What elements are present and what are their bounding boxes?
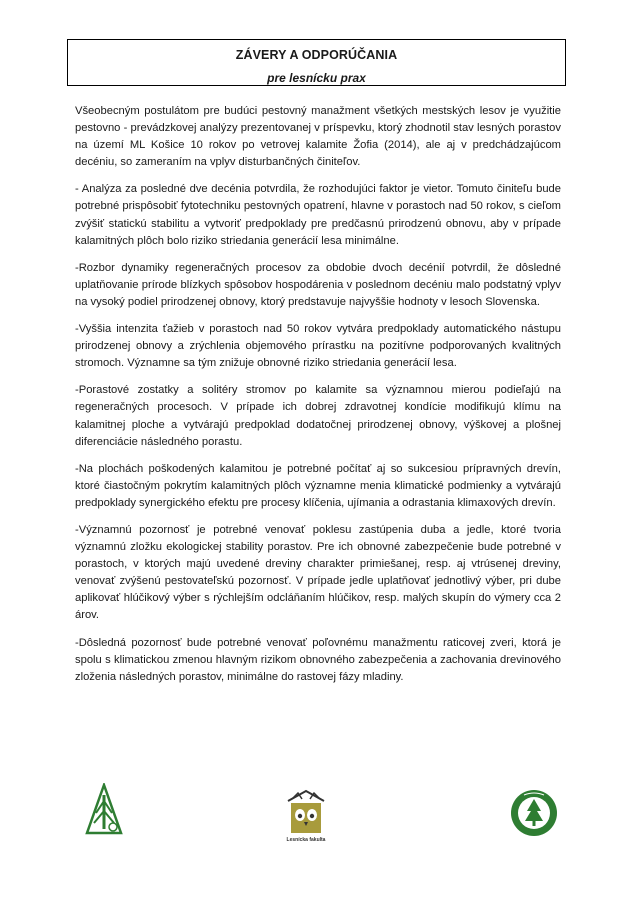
- paragraph-residual-trees: -Porastové zostatky a solitéry stromov po kalamite sa významnou mierou podieľajú na regeneračných procesoch. V prípade ich dobrej zdravotnej kondície modifikujú klímu na kalamitnej ploche a vytvárajú predpoklad dodatočnej prirodzenej obnovy, výškovej a plošnej diferenciácie následného porastu.: [75, 384, 561, 448]
- page-title: ZÁVERY A ODPORÚČANIA: [235, 48, 398, 62]
- forestry-school-logo: [83, 783, 125, 837]
- paragraph-intro: Všeobecným postulátom pre budúci pestovný manažment všetkých mestských lesov je využitie pestovno - prevádzkovej analýzy prezentovanej v príspevku, ktorý zhodnotil stav lesných porastov na území ML Košice 10 rokov po vetrovej kalamite Žofia (2014), ale aj v predchádzajúcom decéniu, so zameraním na vplyv disturbančných činiteľov.: [75, 105, 561, 169]
- document-body: [75, 103, 561, 696]
- paragraph-harvest-intensity: -Vyššia intenzita ťažieb v porastoch nad 50 rokov vytvára predpoklady automatického nástupu prirodzenej obnovy a zrýchlenia objemového prírastku na pozitívne podporovaných kvalitných stromoch. Významne sa tým znižuje obnovné riziko striedania generácií lesa.: [75, 323, 561, 370]
- footer-logos: [0, 783, 634, 843]
- paragraph-pioneer-species: -Na plochách poškodených kalamitou je potrebné počítať aj so sukcesiou prípravných drevín, ktoré čiastočným pokrytím kalamitných plôch významne menia klimatické podmienky a vytvárajú predpoklady synergického efektu pre procesy klíčenia, ujímania a odrastania klimaxových drevín.: [75, 462, 561, 509]
- page-subtitle: pre lesnícku prax: [267, 71, 366, 85]
- paragraph-game-management: -Dôsledná pozornosť bude potrebné venovať poľovnému manažmentu raticovej zveri, ktorá je spolu s klimatickou zmenou hlavným rizikom obnovného zabezpečenia a zachovania drevinového zloženia následných porastov, minimálne do rastovej fázy mladiny.: [75, 636, 561, 683]
- paragraph-oak-fir: -Významnú pozornosť je potrebné venovať poklesu zastúpenia duba a jedle, ktoré tvoria významnú zložku ekologickej stability porastov. Pre ich obnovné zabezpečenie bude potrebné v porastoch, v ktorých majú uvedené dreviny charakter primiešanej, resp. aj vtrúsenej dreviny, venovať zvýšenú pestovateľskú pozornosť. V prípade jedle uplatňovať jednotlivý výber, pri dube aplikovať hlúčikový výber s rýchlejším odcláňaním hlúčikov, resp. malých skupín do výmery cca 2 árov.: [75, 523, 561, 622]
- paragraph-wind: - Analýza za posledné dve decénia potvrdila, že rozhodujúci faktor je vietor. Tomuto činiteľu bude potrebné prispôsobiť fytotechniku pestovných opatrení, hlavne v porastoch nad 50 rokov, s cieľom zvýšiť statickú stabilitu a vytvoriť predpoklady pre predčasnú prirodzenú obnovu, aby v prípade kalamitných plôch bolo riziko striedania generácií lesa minimálne.: [75, 183, 561, 247]
- title-box: [67, 39, 566, 86]
- faculty-logo-caption: Lesnícka fakulta: [286, 837, 326, 843]
- faculty-logo: [282, 789, 330, 841]
- paragraph-regeneration: -Rozbor dynamiky regeneračných procesov za obdobie dvoch decénií potvrdil, že dôsledné uplatňovanie prírode blízkych spôsobov hospodárenia v poslednom decéniu malo podstatný vplyv na vysoký podiel prirodzenej obnovy, ktorý predstavuje najvyššie hodnoty v lesoch Slovenska.: [75, 261, 561, 308]
- pro-silva-logo: [510, 789, 558, 837]
